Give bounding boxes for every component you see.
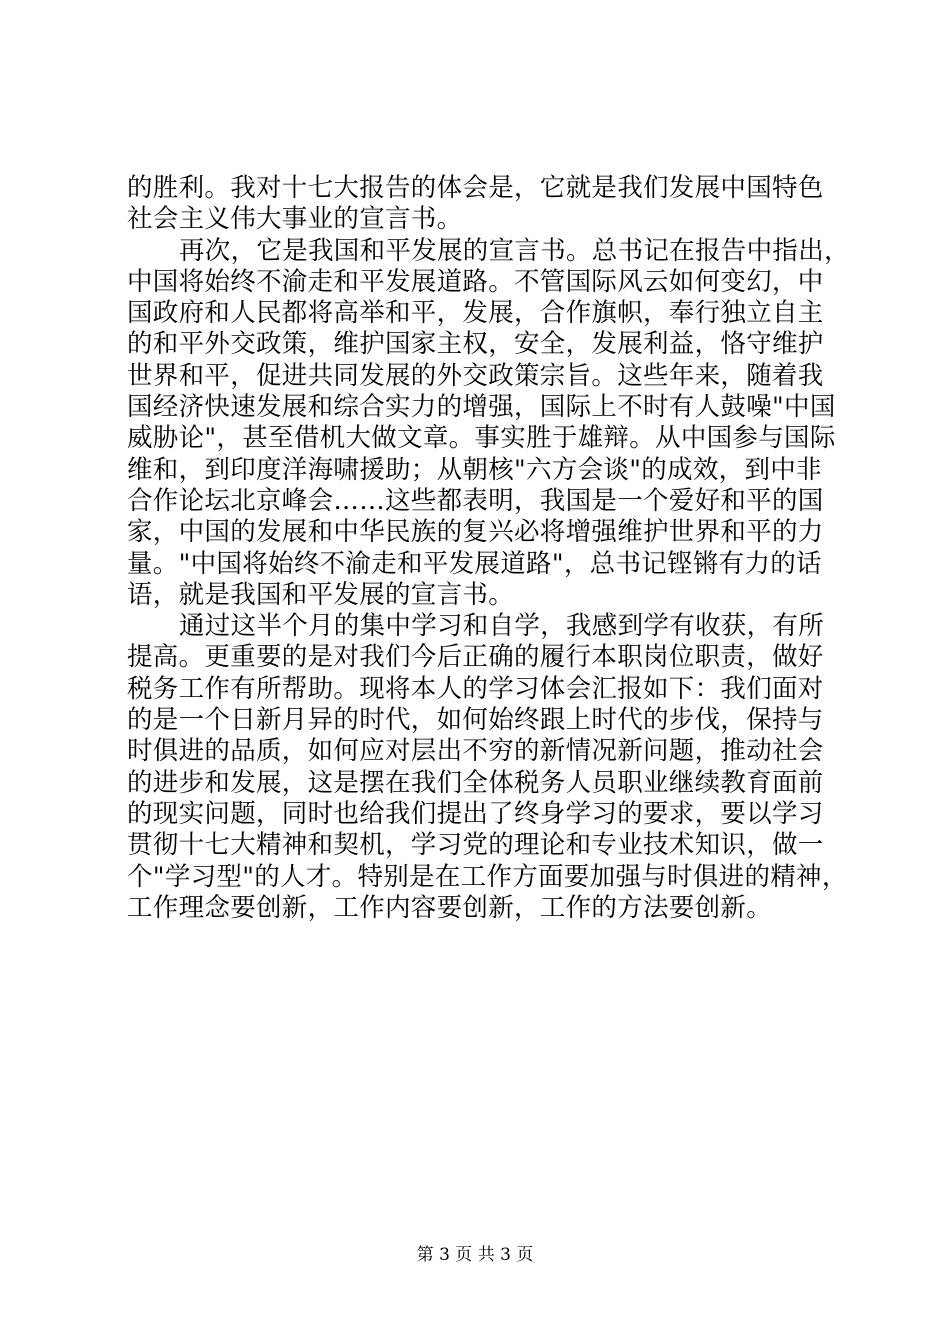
- text-line: 贯彻十七大精神和契机，学习党的理论和专业技术知识，做一: [127, 830, 824, 861]
- text-line: 的进步和发展，这是摆在我们全体税务人员职业继续教育面前: [127, 767, 824, 798]
- text-line: 国政府和人民都将高举和平，发展，合作旗帜，奉行独立自主: [127, 298, 824, 329]
- text-line: 社会主义伟大事业的宣言书。: [127, 204, 463, 235]
- text-line: 量。"中国将始终不渝走和平发展道路"，总书记铿锵有力的话: [127, 548, 822, 579]
- text-line: 的和平外交政策，维护国家主权，安全，发展利益，恪守维护: [127, 329, 824, 360]
- text-line: 税务工作有所帮助。现将本人的学习体会汇报如下：我们面对: [127, 673, 824, 704]
- text-line: 提高。更重要的是对我们今后正确的履行本职岗位职责，做好: [127, 642, 824, 673]
- text-line: 的现实问题，同时也给我们提出了终身学习的要求，要以学习: [127, 798, 824, 829]
- text-line: 再次，它是我国和平发展的宣言书。总书记在报告中指出，: [179, 235, 850, 266]
- text-line: 中国将始终不渝走和平发展道路。不管国际风云如何变幻，中: [127, 266, 824, 297]
- paragraph: [127, 235, 850, 612]
- page-footer: 第 3 页 共 3 页: [416, 1245, 534, 1265]
- text-line: 时俱进的品质，如何应对层出不穷的新情况新问题，推动社会: [127, 736, 824, 767]
- text-line: 世界和平，促进共同发展的外交政策宗旨。这些年来，随着我: [127, 360, 824, 391]
- text-line: 个"学习型"的人才。特别是在工作方面要加强与时俱进的精神，: [127, 861, 848, 892]
- paragraph: [127, 173, 843, 236]
- text-line: 工作理念要创新，工作内容要创新，工作的方法要创新。: [127, 892, 773, 923]
- text-line: 家，中国的发展和中华民族的复兴必将增强维护世界和平的力: [127, 517, 824, 548]
- text-line: 合作论坛北京峰会……这些都表明，我国是一个爱好和平的国: [127, 485, 824, 516]
- text-line: 通过这半个月的集中学习和自学，我感到学有收获，有所: [179, 611, 825, 642]
- text-line: 语，就是我国和平发展的宣言书。: [127, 579, 515, 610]
- text-line: 国经济快速发展和综合实力的增强，国际上不时有人鼓噪"中国: [127, 392, 836, 423]
- text-line: 威胁论"，甚至借机大做文章。事实胜于雄辩。从中国参与国际: [127, 423, 836, 454]
- text-line: 的胜利。我对十七大报告的体会是，它就是我们发展中国特色: [127, 173, 824, 203]
- paragraph: [127, 611, 848, 924]
- document-body: [127, 173, 850, 924]
- text-line: 维和，到印度洋海啸援助；从朝核"六方会谈"的成效，到中非: [127, 454, 822, 485]
- text-line: 的是一个日新月异的时代，如何始终跟上时代的步伐，保持与: [127, 705, 824, 736]
